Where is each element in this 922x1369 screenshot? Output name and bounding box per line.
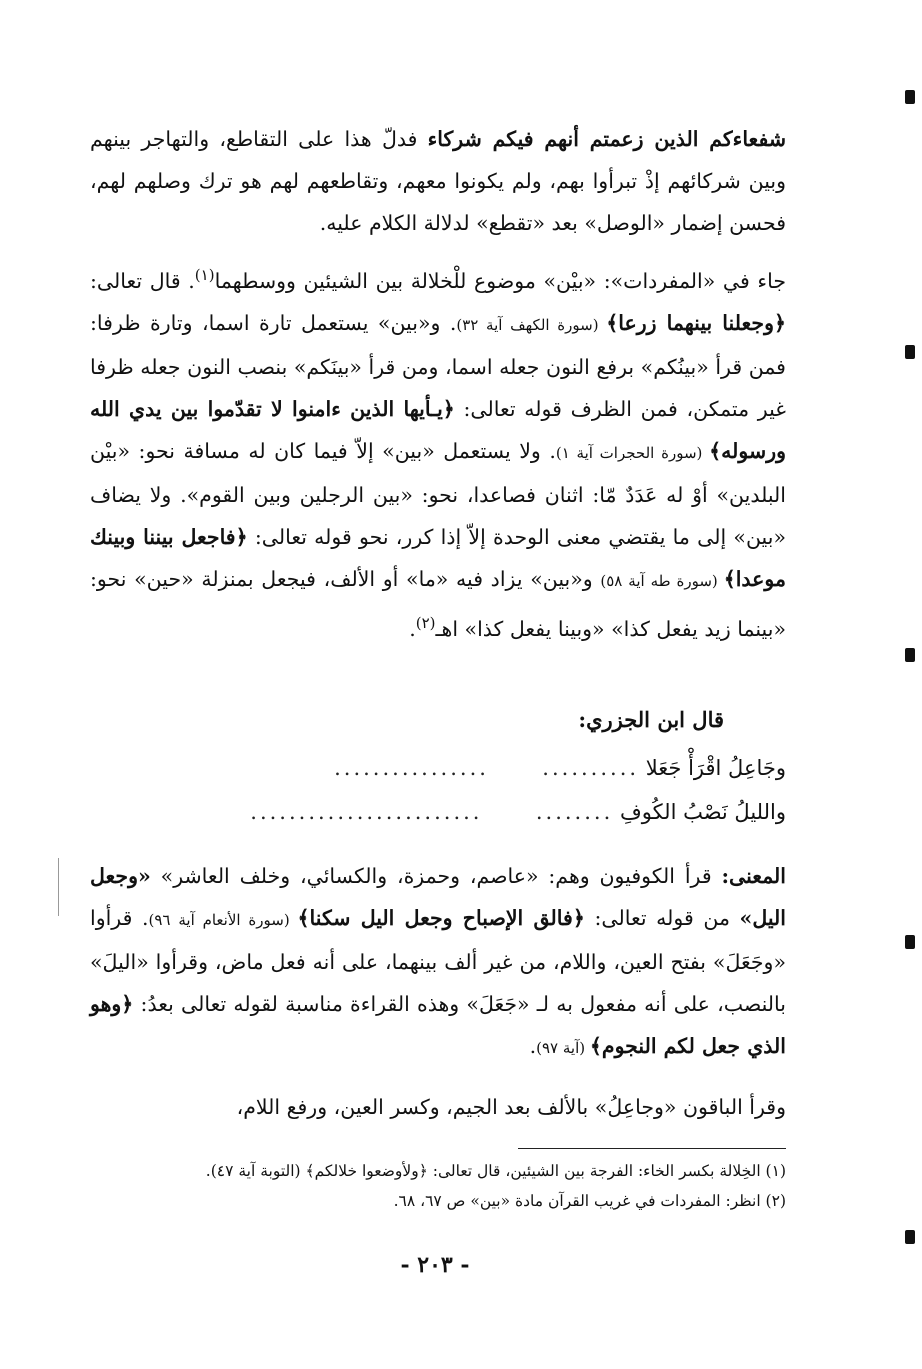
quran-quote: ﴿فالق الإصباح وجعل اليل سكنا﴾ <box>297 906 585 930</box>
surah-reference: (سورة الكهف آية ٣٢) <box>456 315 607 334</box>
paragraph-mufradat <box>90 254 786 650</box>
paragraph-text: قرأ الكوفيون وهم: «عاصم، وحمزة، والكسائي، وخلف العاشر» <box>150 864 722 888</box>
meaning-label: المعنى: <box>721 864 786 888</box>
paragraph-meaning <box>90 855 786 1069</box>
quran-quote: شفعاءكم الذين زعمتم أنهم فيكم شركاء <box>427 127 786 151</box>
paragraph-remaining-readers <box>90 1086 786 1128</box>
poem-verse <box>90 792 786 832</box>
footnote-1: (١) الخِلالة بكسر الخاء: الفرجة بين الشيئين، قال تعالى: ﴿ولأوضعوا خلالكم﴾ (التوبة آية ٤٧). <box>205 1162 786 1180</box>
section-heading: قال ابن الجزري: <box>578 707 724 732</box>
surah-reference: (سورة الحجرات آية ١) <box>555 443 710 462</box>
paragraph-text: . قرأوا «وجَعَلَ» بفتح العين، واللام، من غير ألف بينهما، على أنه فعل ماض، وقرأوا «اليلَ» بالنصب، على أنه مفعول به لـ «جَعَلَ» وهذه القراءة مناسبة لقوله تعالى بعدُ: <box>90 906 786 1016</box>
paragraph-text: . <box>529 1034 537 1058</box>
paragraph-text: . قال تعالى: <box>90 268 195 293</box>
ellipsis-dots: ................ <box>334 756 489 780</box>
paragraph-text: . ولا يستعمل «بين» إلاّ فيما كان له مسافة نحو: «بيْن البلدين» أوْ له عَدَدٌ مّا: اثنان فصاعدا، نحو: «بين الرجلين وبين القوم». ولا يضاف «بين» إلى ما يقتضي معنى الوحدة إلاّ إذا كرر، نحو قوله تعالى: <box>90 438 786 549</box>
footnote-2: (٢) انظر: المفردات في غريب القرآن مادة «بين» ص ٦٧، ٦٨. <box>393 1192 786 1210</box>
quran-quote: ﴿وجعلنا بينهما زرعا﴾ <box>606 310 786 335</box>
quran-quote: ﴿فاجعل بيننا وبينك موعدا﴾ <box>90 524 786 591</box>
surah-reference: (سورة الأنعام آية ٩٦) <box>148 911 298 929</box>
paragraph-text: . <box>409 616 416 641</box>
paragraph-text: من قوله تعالى: <box>584 906 740 930</box>
ellipsis-dots: ........ <box>535 800 614 824</box>
footnotes <box>150 1156 786 1216</box>
surah-reference: (سورة طه آية ٥٨) <box>600 571 724 590</box>
paragraph-continuation <box>90 118 786 244</box>
paragraph-text: و«بين» يزاد فيه «ما» أو الألف، فيجعل بمنزلة «حين» نحو: «بينما زيد يفعل كذا» «وبينا يفعل كذا» اهـ <box>90 566 786 641</box>
footnote-ref[interactable]: (٢) <box>415 613 436 632</box>
ellipsis-dots: .......... <box>542 756 640 780</box>
binding-edge-mark <box>905 345 915 359</box>
paragraph-text: فدلّ هذا على التقاطع، والتهاجر بينهم وبين شركائهم إذْ تبرأوا بهم، ولم يكونوا معهم، وتقاطعهم لهم هو ترك وصلهم لهم، فحسن إضمار «الوصل» بعد «تقطع» لدلالة الكلام عليه. <box>90 127 786 235</box>
verse-text: والليلُ نَصْبُ الكُوفِ <box>619 800 786 824</box>
binding-edge-mark <box>905 90 915 104</box>
footnote-divider <box>518 1148 786 1149</box>
footnote-ref[interactable]: (١) <box>194 266 215 284</box>
binding-edge-mark <box>905 648 915 662</box>
ellipsis-dots: ........................ <box>250 800 483 824</box>
quran-word: «وجعل اليل» <box>90 864 786 930</box>
quran-quote: ﴿وهو الذي جعل لكم النجوم﴾ <box>90 992 786 1058</box>
quran-quote: ﴿يـأيها الذين ءامنوا لا تقدّموا بين يدي الله ورسوله﴾ <box>90 396 786 463</box>
margin-mark <box>58 858 59 916</box>
page-number: - ٢٠٣ - <box>400 1252 470 1278</box>
paragraph-text: . و«بين» يستعمل تارة اسما، وتارة ظرفا: فمن قرأ «بينُكم» برفع النون جعله اسما، ومن قرأ «بينَكم» بنصب النون جعله ظرفا غير متمكن، فمن الظرف قوله تعالى: <box>90 310 786 421</box>
binding-edge-mark <box>905 1230 915 1244</box>
verse-text: وجَاعِلُ اقْرَأْ جَعَلا <box>645 756 786 780</box>
surah-reference: (آية ٩٧) <box>536 1039 590 1057</box>
binding-edge-mark <box>905 935 915 949</box>
paragraph-text: وقرأ الباقون «وجاعِلُ» بالألف بعد الجيم، وكسر العين، ورفع اللام، <box>236 1095 786 1119</box>
poem-verse <box>90 748 786 788</box>
paragraph-text: جاء في «المفردات»: «بيْن» موضوع للْخلالة بين الشيئين ووسطهما <box>214 268 786 293</box>
